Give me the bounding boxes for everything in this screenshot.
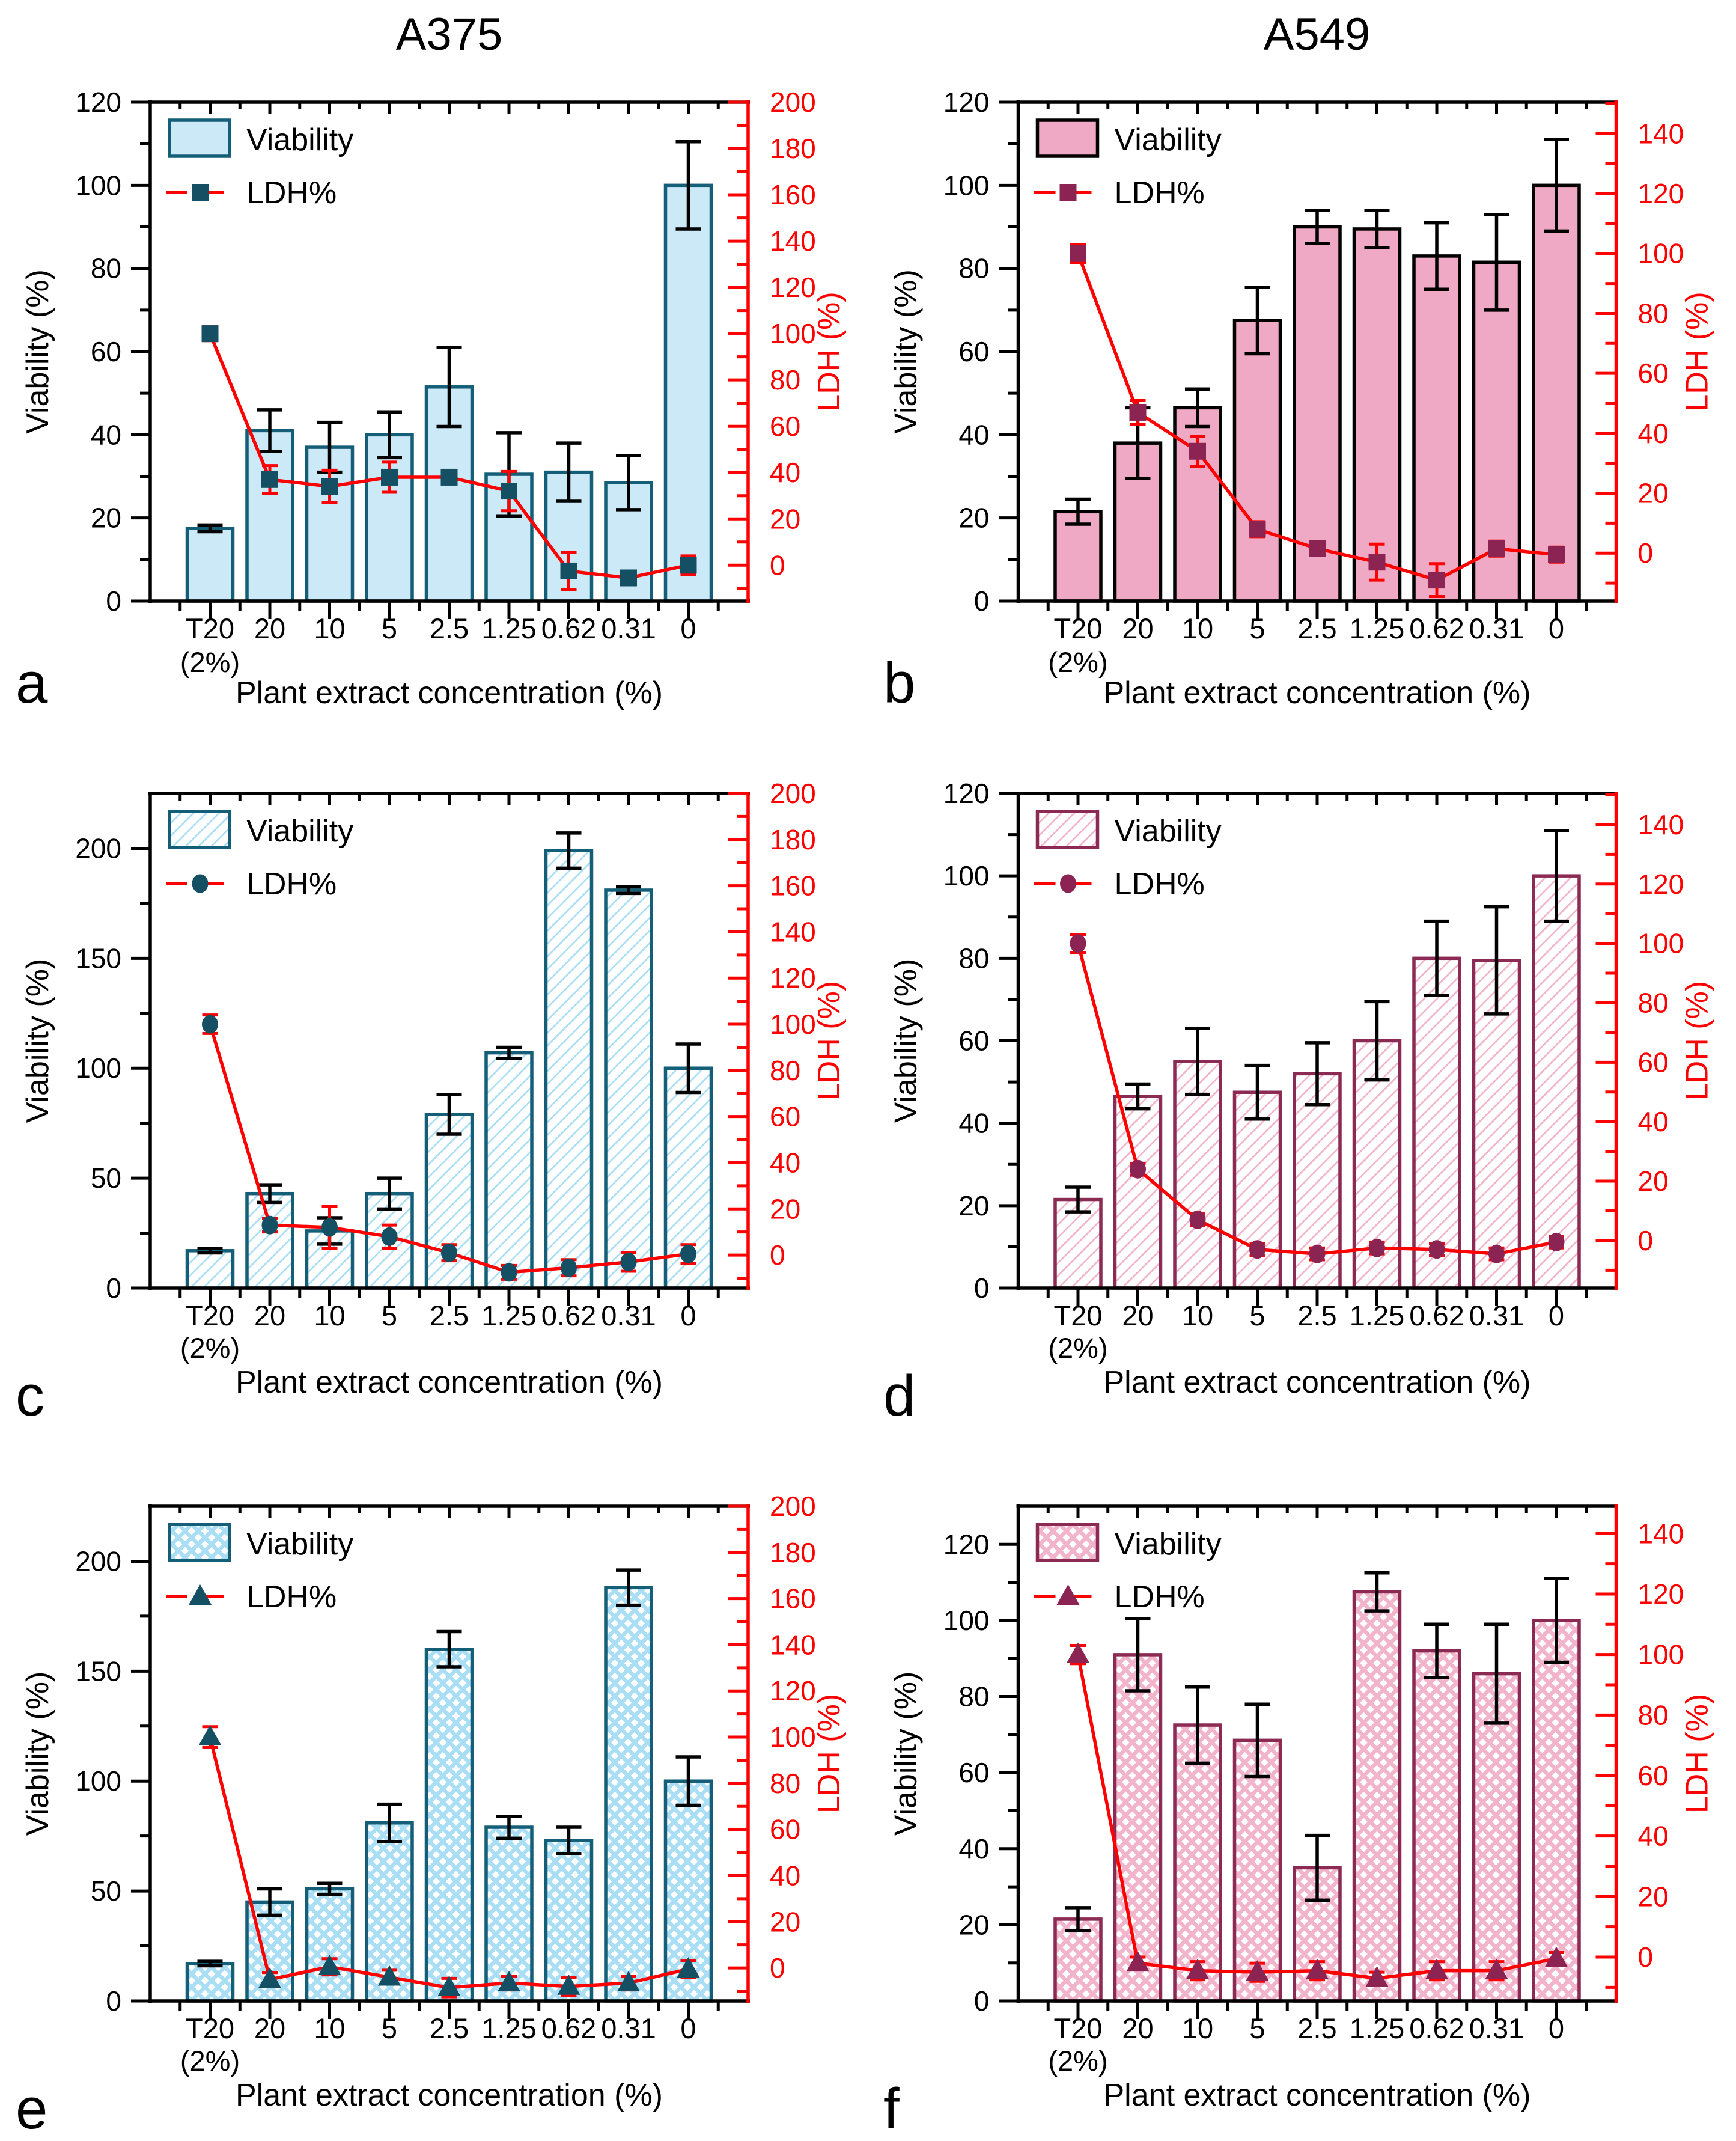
x-category-label: 1.25 xyxy=(481,612,537,644)
ldh-marker-square xyxy=(192,184,209,201)
legend-ldh-label: LDH% xyxy=(1114,176,1205,210)
x-category-label: 2.5 xyxy=(429,2012,469,2044)
right-tick-label: 20 xyxy=(1637,477,1669,509)
ldh-marker-circle xyxy=(262,1216,278,1235)
ldh-marker-circle xyxy=(1249,1240,1265,1259)
column-title-a375: A375 xyxy=(395,9,503,60)
left-axis-ticks xyxy=(75,832,150,1304)
left-tick-label: 0 xyxy=(973,1985,990,2017)
ldh-marker-square xyxy=(1189,443,1206,460)
x-category-sublabel: (2%) xyxy=(1048,2045,1108,2077)
viability-bar-0.62 xyxy=(1414,958,1460,1288)
left-tick-label: 150 xyxy=(75,942,121,974)
x-category-label: 0 xyxy=(1548,612,1565,644)
right-axis-title: LDH (%) xyxy=(1680,1693,1715,1814)
ldh-marker-square xyxy=(1428,572,1445,588)
right-tick-label: 20 xyxy=(770,503,801,535)
x-category-sublabel: (2%) xyxy=(1048,646,1108,678)
x-category-label: 1.25 xyxy=(481,2012,537,2044)
left-tick-label: 80 xyxy=(958,252,990,284)
ldh-marker-circle xyxy=(1369,1239,1385,1257)
viability-bar-0.62 xyxy=(1414,256,1460,601)
left-tick-label: 40 xyxy=(958,419,990,451)
legend-viability-swatch xyxy=(169,811,230,848)
chart-d-viability-ldh xyxy=(868,712,1736,1428)
x-category-label: 10 xyxy=(314,2012,346,2044)
x-category-label: T20 xyxy=(186,612,234,644)
x-category-label: 20 xyxy=(1122,612,1154,644)
right-tick-label: 60 xyxy=(770,1101,801,1132)
right-tick-label: 0 xyxy=(1637,537,1654,569)
legend-ldh-label: LDH% xyxy=(246,867,337,902)
right-tick-label: 160 xyxy=(770,1583,816,1614)
left-tick-label: 80 xyxy=(958,1681,990,1712)
right-axis-ticks xyxy=(728,1491,816,1991)
right-tick-label: 180 xyxy=(770,1536,816,1568)
right-tick-label: 80 xyxy=(770,364,801,396)
left-axis-title: Viability (%) xyxy=(888,958,924,1123)
x-category-label: 0 xyxy=(680,612,696,644)
left-tick-label: 100 xyxy=(943,170,990,201)
right-tick-label: 100 xyxy=(770,318,816,350)
ldh-marker-square xyxy=(1309,540,1326,557)
x-category-label: 2.5 xyxy=(429,612,469,644)
legend-ldh-label: LDH% xyxy=(246,176,337,210)
left-tick-label: 20 xyxy=(958,502,990,534)
right-tick-label: 100 xyxy=(770,1721,816,1753)
left-tick-label: 150 xyxy=(75,1655,121,1687)
ldh-marker-circle xyxy=(1429,1240,1445,1259)
ldh-marker-circle xyxy=(192,875,209,893)
ldh-marker-circle xyxy=(1549,1233,1565,1251)
x-category-label: 0 xyxy=(680,2012,696,2044)
left-tick-label: 120 xyxy=(943,87,990,118)
x-axis-title: Plant extract concentration (%) xyxy=(1103,1365,1531,1400)
viability-bar-20 xyxy=(1115,1096,1161,1288)
viability-bar-1.25 xyxy=(486,1053,532,1288)
ldh-marker-circle xyxy=(321,1218,338,1236)
x-category-label: 0.31 xyxy=(601,612,656,644)
x-category-label: T20 xyxy=(1053,1300,1103,1331)
x-category-label: 20 xyxy=(254,612,286,644)
viability-bar-T20 xyxy=(187,1251,233,1288)
right-tick-label: 140 xyxy=(770,225,816,257)
right-tick-label: 180 xyxy=(770,823,816,855)
ldh-marker-square xyxy=(1249,521,1266,537)
left-tick-label: 80 xyxy=(958,942,990,974)
panel-letter-a: a xyxy=(16,651,48,715)
x-category-label: 10 xyxy=(1181,1300,1214,1331)
left-axis-ticks xyxy=(943,1529,1019,2017)
viability-bar-20 xyxy=(1115,1655,1161,2001)
left-axis-title: Viability (%) xyxy=(20,269,55,434)
legend xyxy=(1034,1524,1222,1614)
x-category-label: 2.5 xyxy=(1297,612,1337,644)
panel-c xyxy=(0,712,868,1428)
viability-bars xyxy=(1055,185,1579,601)
ldh-marker-circle xyxy=(680,1245,696,1263)
ldh-marker-square xyxy=(261,471,278,488)
left-axis-title: Viability (%) xyxy=(20,1671,55,1836)
x-category-label: 0.31 xyxy=(1469,612,1524,644)
right-axis-ticks xyxy=(1596,103,1684,583)
right-tick-label: 60 xyxy=(1637,358,1669,389)
right-tick-label: 80 xyxy=(1637,298,1669,329)
right-tick-label: 20 xyxy=(770,1906,801,1938)
x-category-label: 10 xyxy=(314,612,346,644)
chart-c-viability-ldh xyxy=(0,712,868,1428)
ldh-marker-square xyxy=(202,325,219,342)
viability-bar-0.62 xyxy=(546,851,592,1288)
x-category-label: T20 xyxy=(186,1300,234,1331)
left-tick-label: 80 xyxy=(90,252,121,284)
right-tick-label: 80 xyxy=(770,1767,801,1799)
ldh-marker-square xyxy=(1070,245,1086,262)
right-axis-title: LDH (%) xyxy=(812,292,847,412)
x-category-label: 0.62 xyxy=(541,1300,597,1331)
left-tick-label: 120 xyxy=(75,87,121,118)
x-category-label: T20 xyxy=(1053,2012,1103,2044)
ldh-marker-circle xyxy=(501,1263,517,1281)
left-tick-label: 40 xyxy=(90,419,121,451)
x-category-label: 10 xyxy=(1181,2012,1214,2044)
ldh-marker-square xyxy=(441,469,458,486)
legend-viability-swatch xyxy=(169,120,230,156)
left-tick-label: 20 xyxy=(958,1909,990,1941)
right-axis-ticks xyxy=(728,87,816,588)
right-tick-label: 20 xyxy=(770,1193,801,1225)
legend xyxy=(1034,120,1222,210)
left-axis-ticks xyxy=(75,87,150,617)
x-category-label: 0.62 xyxy=(1409,1300,1464,1331)
left-tick-label: 60 xyxy=(958,336,990,367)
left-axis-title: Viability (%) xyxy=(20,958,55,1123)
x-axis-title: Plant extract concentration (%) xyxy=(236,1365,663,1400)
left-tick-label: 120 xyxy=(943,778,990,809)
x-category-sublabel: (2%) xyxy=(180,2045,240,2077)
chart-e-viability-ldh xyxy=(0,1425,868,2141)
right-tick-label: 180 xyxy=(770,133,816,165)
legend xyxy=(166,120,353,210)
x-category-label: 0 xyxy=(1548,1300,1565,1331)
right-tick-label: 100 xyxy=(770,1009,816,1040)
x-category-label: 5 xyxy=(381,612,398,644)
left-tick-label: 40 xyxy=(958,1107,990,1139)
left-tick-label: 60 xyxy=(958,1025,990,1057)
legend-viability-swatch xyxy=(169,1524,230,1560)
x-category-label: 0.62 xyxy=(1409,2012,1464,2044)
left-tick-label: 0 xyxy=(106,1985,121,2017)
left-tick-label: 60 xyxy=(958,1757,990,1789)
ldh-marker-circle xyxy=(1488,1245,1505,1263)
viability-bar-0 xyxy=(1533,876,1579,1288)
x-category-label: 10 xyxy=(1181,612,1214,644)
right-tick-label: 140 xyxy=(1637,808,1684,840)
right-tick-label: 140 xyxy=(1637,118,1684,150)
ldh-marker-circle xyxy=(1060,875,1076,893)
right-tick-label: 140 xyxy=(770,1629,816,1661)
x-category-label: 2.5 xyxy=(429,1300,469,1331)
viability-bar-10 xyxy=(307,1889,353,2001)
right-tick-label: 40 xyxy=(770,457,801,489)
right-tick-label: 200 xyxy=(770,87,816,118)
left-tick-label: 50 xyxy=(90,1875,121,1907)
right-tick-label: 40 xyxy=(1637,1820,1669,1852)
right-tick-label: 60 xyxy=(1637,1046,1669,1078)
ldh-marker-square xyxy=(381,469,398,486)
x-category-label: 0.31 xyxy=(1469,1300,1524,1331)
right-tick-label: 140 xyxy=(1637,1518,1684,1550)
right-tick-label: 100 xyxy=(1637,1639,1684,1670)
right-axis-title: LDH (%) xyxy=(1680,292,1715,412)
ldh-marker-circle xyxy=(202,1015,218,1034)
left-axis-ticks xyxy=(943,778,1019,1304)
chart-f-viability-ldh xyxy=(868,1425,1736,2141)
ldh-marker-square xyxy=(561,563,577,579)
right-tick-label: 40 xyxy=(770,1860,801,1892)
right-tick-label: 160 xyxy=(770,179,816,211)
right-tick-label: 0 xyxy=(770,549,785,581)
panel-e xyxy=(0,1425,868,2141)
legend-viability-label: Viability xyxy=(246,1527,354,1562)
right-axis-ticks xyxy=(1596,795,1684,1270)
x-category-label: 5 xyxy=(381,2012,398,2044)
legend-ldh-label: LDH% xyxy=(1114,1580,1205,1614)
panel-f xyxy=(868,1425,1736,2141)
left-tick-label: 50 xyxy=(90,1162,121,1194)
panel-b xyxy=(868,0,1736,715)
left-tick-label: 100 xyxy=(75,170,121,201)
right-axis-ticks xyxy=(1596,1518,1684,1987)
right-tick-label: 100 xyxy=(1637,927,1684,959)
legend xyxy=(166,811,353,902)
x-category-label: 0.62 xyxy=(541,2012,597,2044)
x-category-label: 0.62 xyxy=(1409,612,1464,644)
ldh-marker-circle xyxy=(1130,1160,1146,1179)
ldh-marker-square xyxy=(321,478,338,495)
x-category-label: 20 xyxy=(1122,1300,1154,1331)
ldh-marker-square xyxy=(1488,540,1505,557)
right-tick-label: 120 xyxy=(770,272,816,304)
x-category-label: 0.31 xyxy=(601,1300,656,1331)
panel-letter-f: f xyxy=(883,2077,900,2141)
left-tick-label: 60 xyxy=(90,336,121,367)
viability-bar-0.62 xyxy=(1414,1651,1460,2001)
right-tick-label: 100 xyxy=(1637,237,1684,269)
left-tick-label: 0 xyxy=(106,1272,121,1304)
legend-viability-swatch xyxy=(1038,1524,1098,1560)
ldh-marker-circle xyxy=(1309,1245,1326,1263)
right-tick-label: 60 xyxy=(770,1813,801,1845)
x-axis-title: Plant extract concentration (%) xyxy=(1103,676,1531,710)
viability-bar-0 xyxy=(666,185,711,601)
x-category-label: 0.31 xyxy=(601,2012,656,2044)
chart-b-viability-ldh xyxy=(868,0,1736,715)
right-tick-label: 120 xyxy=(770,962,816,994)
ldh-marker-circle xyxy=(441,1244,457,1262)
right-tick-label: 60 xyxy=(1637,1759,1669,1791)
left-tick-label: 100 xyxy=(943,860,990,892)
viability-bar-T20 xyxy=(187,1964,233,2001)
x-category-label: T20 xyxy=(186,2012,234,2044)
left-tick-label: 100 xyxy=(75,1052,121,1084)
ldh-marker-square xyxy=(1369,554,1386,570)
panel-d xyxy=(868,712,1736,1428)
left-tick-label: 100 xyxy=(75,1765,121,1797)
ldh-marker-square xyxy=(1548,546,1565,563)
left-tick-label: 40 xyxy=(958,1833,990,1865)
ldh-marker-triangle xyxy=(199,1725,222,1745)
x-category-label: 1.25 xyxy=(1349,1300,1405,1331)
right-axis-title: LDH (%) xyxy=(812,980,847,1101)
x-category-sublabel: (2%) xyxy=(180,646,240,678)
viability-bar-1.25 xyxy=(1354,1592,1400,2001)
x-category-label: 5 xyxy=(1249,2012,1265,2044)
viability-bar-20 xyxy=(247,430,293,601)
x-axis-title: Plant extract concentration (%) xyxy=(236,2078,663,2113)
x-category-label: 2.5 xyxy=(1297,1300,1337,1331)
left-axis-ticks xyxy=(75,1545,150,2017)
x-category-sublabel: (2%) xyxy=(180,1332,240,1364)
x-category-label: 0 xyxy=(1548,2012,1565,2044)
right-tick-label: 120 xyxy=(1637,178,1684,210)
x-category-label: 5 xyxy=(1249,612,1265,644)
legend-ldh-label: LDH% xyxy=(246,1580,337,1614)
right-tick-label: 40 xyxy=(770,1147,801,1179)
legend-viability-swatch xyxy=(1038,120,1098,156)
x-axis-title: Plant extract concentration (%) xyxy=(236,676,663,710)
right-tick-label: 60 xyxy=(770,411,801,442)
right-tick-label: 0 xyxy=(770,1239,785,1271)
viability-bar-0 xyxy=(1533,1620,1579,2001)
right-tick-label: 120 xyxy=(1637,868,1684,900)
right-tick-label: 200 xyxy=(770,778,816,809)
x-category-label: 5 xyxy=(381,1300,398,1331)
right-tick-label: 20 xyxy=(1637,1881,1669,1913)
right-tick-label: 40 xyxy=(1637,1106,1669,1138)
legend-viability-label: Viability xyxy=(1114,123,1222,157)
x-category-label: 20 xyxy=(254,1300,286,1331)
viability-bar-5 xyxy=(367,435,412,601)
panel-letter-c: c xyxy=(16,1364,44,1428)
x-category-label: T20 xyxy=(1053,612,1103,644)
x-category-label: 0.62 xyxy=(541,612,597,644)
right-tick-label: 80 xyxy=(770,1054,801,1086)
x-category-sublabel: (2%) xyxy=(1048,1332,1108,1364)
ldh-marker-square xyxy=(680,557,697,573)
viability-bar-T20 xyxy=(187,528,233,601)
x-category-label: 5 xyxy=(1249,1300,1265,1331)
right-tick-label: 0 xyxy=(770,1952,785,1984)
panel-letter-e: e xyxy=(16,2077,48,2141)
legend-viability-label: Viability xyxy=(246,123,354,157)
right-tick-label: 40 xyxy=(1637,417,1669,449)
left-tick-label: 200 xyxy=(75,832,121,864)
right-tick-label: 160 xyxy=(770,870,816,902)
x-category-label: 0 xyxy=(680,1300,696,1331)
legend-viability-label: Viability xyxy=(1114,1527,1222,1562)
legend-ldh-label: LDH% xyxy=(1114,867,1205,902)
panel-letter-d: d xyxy=(883,1364,916,1428)
left-tick-label: 200 xyxy=(75,1545,121,1577)
x-category-label: 20 xyxy=(1122,2012,1154,2044)
x-category-label: 1.25 xyxy=(481,1300,537,1331)
right-axis-title: LDH (%) xyxy=(812,1693,847,1814)
right-tick-label: 120 xyxy=(770,1675,816,1707)
legend-viability-label: Viability xyxy=(246,814,354,849)
ldh-marker-square xyxy=(1130,404,1147,421)
ldh-marker-square xyxy=(1060,184,1077,201)
legend-viability-swatch xyxy=(1038,811,1098,848)
left-tick-label: 100 xyxy=(943,1604,990,1636)
right-tick-label: 0 xyxy=(1637,1941,1654,1973)
ldh-marker-square xyxy=(501,483,517,499)
ldh-marker-triangle xyxy=(1067,1643,1089,1663)
legend xyxy=(1034,811,1222,902)
right-axis-title: LDH (%) xyxy=(1680,980,1715,1101)
ldh-marker-circle xyxy=(561,1259,577,1277)
legend-viability-label: Viability xyxy=(1114,814,1222,849)
left-tick-label: 0 xyxy=(973,1272,990,1304)
chart-a-viability-ldh xyxy=(0,0,868,715)
left-axis-ticks xyxy=(943,87,1019,617)
x-category-label: 2.5 xyxy=(1297,2012,1337,2044)
ldh-marker-circle xyxy=(1190,1211,1206,1229)
viability-bar-0.31 xyxy=(606,1587,651,2001)
viability-bar-20 xyxy=(247,1194,293,1288)
panel-letter-b: b xyxy=(883,651,916,715)
x-category-label: 0.31 xyxy=(1469,2012,1524,2044)
x-category-label: 1.25 xyxy=(1349,612,1405,644)
left-axis-title: Viability (%) xyxy=(888,1671,924,1836)
left-tick-label: 120 xyxy=(943,1529,990,1560)
left-tick-label: 20 xyxy=(958,1190,990,1221)
right-tick-label: 80 xyxy=(1637,987,1669,1019)
right-tick-label: 20 xyxy=(1637,1165,1669,1197)
panel-a xyxy=(0,0,868,715)
x-category-label: 10 xyxy=(314,1300,346,1331)
ldh-marker-circle xyxy=(382,1227,398,1246)
ldh-marker-circle xyxy=(1070,934,1086,953)
column-title-a549: A549 xyxy=(1263,9,1371,60)
legend xyxy=(166,1524,353,1614)
viability-bar-2.5 xyxy=(427,1649,472,2001)
right-axis-ticks xyxy=(728,778,816,1278)
ldh-marker-square xyxy=(620,569,637,586)
right-tick-label: 120 xyxy=(1637,1578,1684,1610)
x-category-label: 1.25 xyxy=(1349,2012,1405,2044)
left-tick-label: 20 xyxy=(90,502,121,534)
ldh-marker-circle xyxy=(621,1253,637,1271)
x-category-label: 20 xyxy=(254,2012,286,2044)
viability-bar-0.31 xyxy=(606,890,651,1288)
x-axis-title: Plant extract concentration (%) xyxy=(1103,2078,1531,2113)
right-tick-label: 200 xyxy=(770,1491,816,1522)
left-tick-label: 0 xyxy=(973,585,990,617)
right-tick-label: 0 xyxy=(1637,1224,1654,1256)
right-tick-label: 140 xyxy=(770,916,816,948)
viability-bar-5 xyxy=(1235,320,1281,601)
right-tick-label: 80 xyxy=(1637,1699,1669,1731)
left-axis-title: Viability (%) xyxy=(888,269,924,434)
viability-bar-0 xyxy=(1533,185,1579,601)
left-tick-label: 0 xyxy=(106,585,121,617)
